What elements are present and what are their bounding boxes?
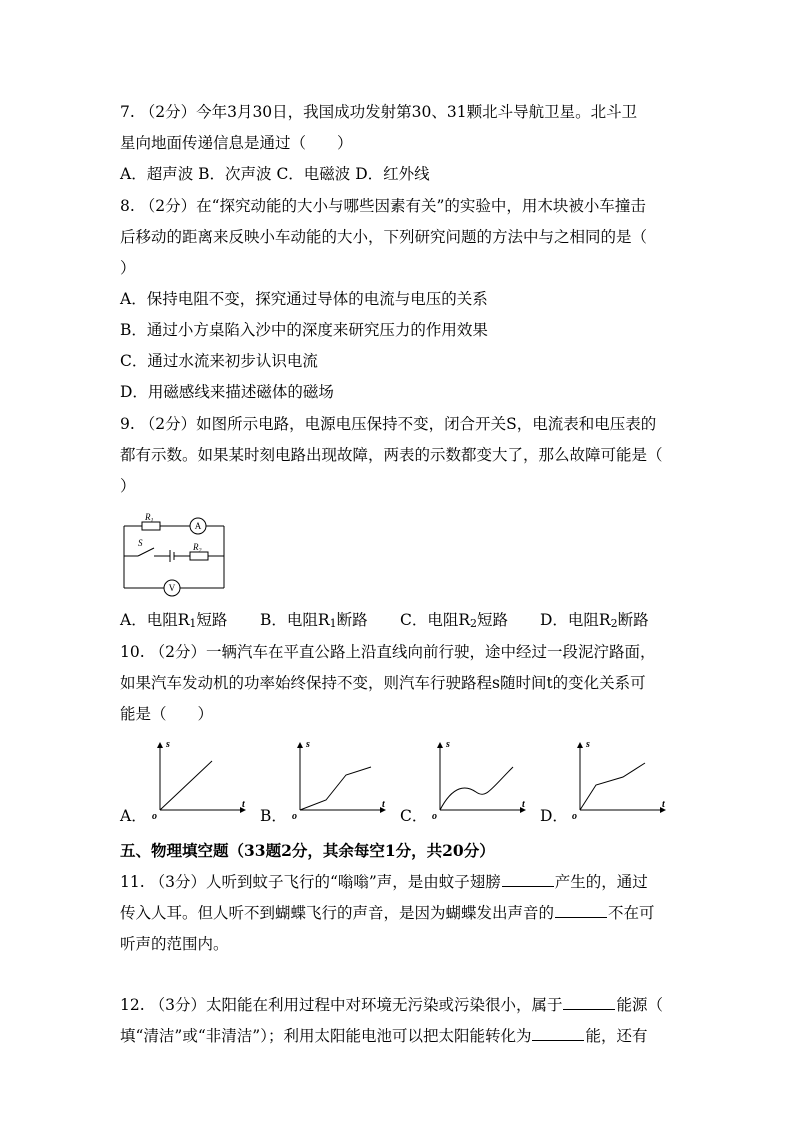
graph-d xyxy=(580,745,663,810)
q10-graphs xyxy=(118,735,678,827)
q11-blank-1[interactable] xyxy=(502,872,554,887)
q10-line-3: 能是（ ） xyxy=(120,705,214,723)
q10-line-1: 10. （2分）一辆汽车在平直公路上沿直线向前行驶，途中经过一段泥泞路面， xyxy=(120,643,656,661)
q10-line-2: 如果汽车发动机的功率始终保持不变，则汽车行驶路程s随时间t的变化关系可 xyxy=(120,674,646,692)
graph-a xyxy=(160,745,243,810)
q7-options: A．超声波 B．次声波 C．电磁波 D．红外线 xyxy=(120,165,430,183)
graph-b-origin: o xyxy=(292,811,297,822)
q12-blank-2[interactable] xyxy=(532,1026,584,1041)
q8-line-2: 后移动的距离来反映小车动能的大小，下列研究问题的方法中与之相同的是（ xyxy=(120,228,648,246)
graph-a-origin: o xyxy=(152,811,157,822)
r1-label: $R_1$ xyxy=(145,512,154,524)
q8-line-1: 8. （2分）在“探究动能的大小与哪些因素有关”的实验中，用木块被小车撞击 xyxy=(120,197,646,215)
graph-c-origin: o xyxy=(432,811,437,822)
q9-option-d: D．电阻R2断路 xyxy=(540,611,649,630)
graph-a-label: A． xyxy=(120,807,147,825)
q8-option-d: D．用磁感线来描述磁体的磁场 xyxy=(120,383,334,401)
q8-option-c: C．通过水流来初步认识电流 xyxy=(120,352,318,370)
q7-line-1: 7. （2分）今年3月30日，我国成功发射第30、31颗北斗导航卫星。北斗卫 xyxy=(120,103,638,121)
q11-line-3: 听声的范围内。 xyxy=(120,935,229,953)
section-5-title: 五、物理填空题（33题2分，其余每空1分，共20分） xyxy=(120,841,495,860)
graph-a-curve xyxy=(160,761,212,810)
graph-a-t-label: t xyxy=(242,799,245,810)
q9-option-c: C．电阻R2短路 xyxy=(400,611,509,630)
graph-b-curve xyxy=(300,767,371,810)
q12-line-1: 12. （3分）太阳能在利用过程中对环境无污染或污染很小，属于 能源（ xyxy=(120,996,663,1014)
ammeter-label: A xyxy=(194,521,202,531)
graph-d-label: D． xyxy=(540,807,568,825)
q11-line-1: 11. （3分）人听到蚊子飞行的“嗡嗡”声，是由蚊子翅膀 产生的，通过 xyxy=(120,873,648,891)
q11-blank-2[interactable] xyxy=(555,903,607,918)
circuit-diagram xyxy=(118,510,230,600)
voltmeter-label: V xyxy=(168,583,176,593)
graph-c-s-label: s xyxy=(446,739,450,750)
graph-b-s-label: s xyxy=(306,739,310,750)
graph-a-s-label: s xyxy=(166,739,170,750)
graph-c-label: C． xyxy=(400,807,428,825)
q8-line-3: ） xyxy=(120,259,136,277)
switch-symbol xyxy=(138,548,154,556)
q9-option-b: B．电阻R1断路 xyxy=(260,611,368,630)
q9-option-a: A．电阻R1短路 xyxy=(120,611,228,630)
q8-option-a: A．保持电阻不变，探究通过导体的电流与电压的关系 xyxy=(120,290,488,308)
graph-c-curve xyxy=(440,767,513,810)
q12-line-2: 填“清洁”或“非清洁”）；利用太阳能电池可以把太阳能转化为 能，还有 xyxy=(120,1027,648,1045)
q7-line-2: 星向地面传递信息是通过（ ） xyxy=(120,134,353,152)
q9-line-1: 9. （2分）如图所示电路，电源电压保持不变，闭合开关S，电流表和电压表的 xyxy=(120,415,657,433)
graph-b xyxy=(300,745,383,810)
graph-d-s-label: s xyxy=(586,739,590,750)
r2-label: $R_2$ xyxy=(193,542,202,554)
graph-d-t-label: t xyxy=(662,799,665,810)
graph-b-t-label: t xyxy=(382,799,385,810)
graph-b-label: B． xyxy=(260,807,287,825)
q12-blank-1[interactable] xyxy=(563,995,615,1010)
switch-label: S xyxy=(138,538,143,548)
graph-d-curve xyxy=(580,763,645,810)
graph-d-origin: o xyxy=(572,811,577,822)
q11-line-2: 传入人耳。但人听不到蝴蝶飞行的声音，是因为蝴蝶发出声音的 不在可 xyxy=(120,904,655,922)
q9-line-3: ） xyxy=(120,477,136,495)
graph-c-t-label: t xyxy=(522,799,525,810)
graph-c xyxy=(440,745,523,810)
q8-option-b: B．通过小方桌陷入沙中的深度来研究压力的作用效果 xyxy=(120,321,488,339)
q9-line-2: 都有示数。如果某时刻电路出现故障，两表的示数都变大了，那么故障可能是（ xyxy=(120,446,663,464)
